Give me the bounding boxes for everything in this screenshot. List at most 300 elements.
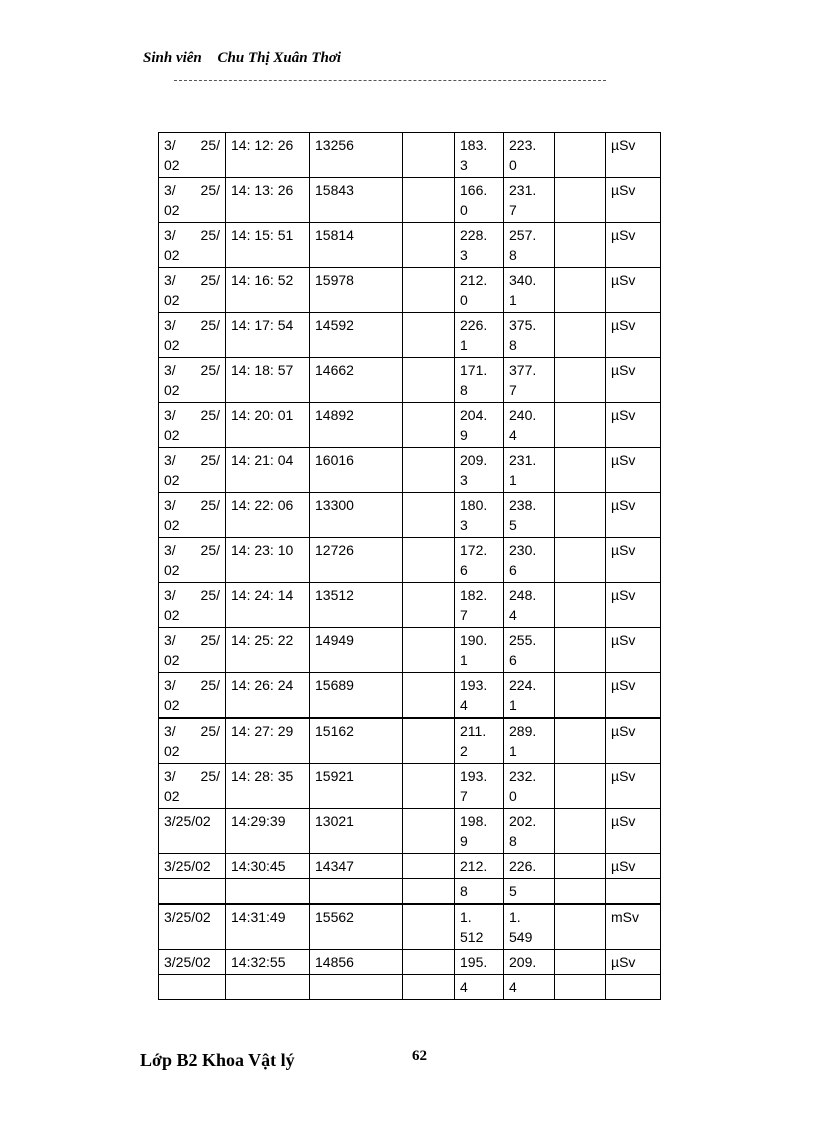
unit-cell: [606, 538, 661, 583]
empty-cell: [403, 950, 455, 975]
count-text: 12726: [315, 542, 354, 558]
dose-b-line2: 0: [509, 157, 517, 173]
unit-text: µSv: [611, 542, 636, 558]
dose-b-cell: [504, 223, 555, 268]
unit-text: µSv: [611, 407, 636, 423]
date-day: 25/: [200, 362, 220, 378]
empty-cell: [555, 133, 606, 178]
time-text: 14: 12: 26: [231, 137, 294, 153]
count-cell: [310, 764, 403, 809]
count-cell: [310, 178, 403, 223]
dose-a-line1: 182.: [460, 587, 488, 603]
count-cell: [310, 673, 403, 719]
empty-cell: [403, 133, 455, 178]
count-text: 14662: [315, 362, 354, 378]
time-cell: [226, 223, 310, 268]
dose-b-line2: 4: [509, 427, 517, 443]
header-divider: [174, 80, 606, 81]
dose-a-line2: 3: [460, 472, 468, 488]
count-text: 14347: [315, 858, 354, 874]
dose-b-line1: 1.: [509, 909, 521, 925]
dose-b-line1: 4: [509, 979, 517, 995]
count-text: 13512: [315, 587, 354, 603]
dose-a-line1: 180.: [460, 497, 488, 513]
empty-cell: [555, 268, 606, 313]
empty-cell: [555, 854, 606, 879]
empty-cell: [555, 764, 606, 809]
page-header: [143, 50, 341, 67]
dose-b-line1: 231.: [509, 182, 537, 198]
date-month: 3/: [164, 632, 176, 648]
dose-a-line1: 183.: [460, 137, 488, 153]
date-cell: [159, 313, 226, 358]
count-cell: [310, 403, 403, 448]
date-day: 25/: [200, 227, 220, 243]
dose-b-line1: 223.: [509, 137, 537, 153]
count-cell: [310, 950, 403, 975]
table-row: [159, 538, 661, 583]
unit-text: µSv: [611, 497, 636, 513]
table-row: [159, 313, 661, 358]
empty-cell: [555, 950, 606, 975]
dose-b-line1: 257.: [509, 227, 537, 243]
time-text: 14: 24: 14: [231, 587, 294, 603]
date-text: 3/25/02: [164, 813, 211, 829]
dose-b-line2: 8: [509, 247, 517, 263]
dose-b-cell: [504, 764, 555, 809]
date-month: 3/: [164, 182, 176, 198]
dose-b-line1: 5: [509, 883, 517, 899]
dose-a-cell: [455, 764, 504, 809]
date-month: 3/: [164, 407, 176, 423]
page-number: 62: [412, 1048, 427, 1064]
dose-a-cell: [455, 133, 504, 178]
empty-cell: [403, 628, 455, 673]
date-day: 25/: [200, 452, 220, 468]
dose-a-cell: [455, 223, 504, 268]
table-row: [159, 448, 661, 493]
dose-a-line1: 4: [460, 979, 468, 995]
count-text: 13300: [315, 497, 354, 513]
unit-cell: [606, 178, 661, 223]
dose-b-cell: [504, 448, 555, 493]
dose-b-cell: [504, 975, 555, 1000]
dose-a-cell: [455, 403, 504, 448]
dose-a-cell: [455, 178, 504, 223]
table-row: [159, 133, 661, 178]
dose-a-cell: [455, 809, 504, 854]
date-text: 3/25/02: [164, 909, 211, 925]
empty-cell: [555, 313, 606, 358]
time-cell: [226, 950, 310, 975]
empty-cell: [555, 178, 606, 223]
date-year: 02: [164, 472, 180, 488]
count-cell: [310, 904, 403, 950]
date-year: 02: [164, 517, 180, 533]
count-text: 14856: [315, 954, 354, 970]
count-text: 15814: [315, 227, 354, 243]
time-text: 14: 22: 06: [231, 497, 294, 513]
header-label: Sinh viên: [143, 50, 202, 66]
time-cell: [226, 854, 310, 879]
count-cell: [310, 358, 403, 403]
dose-b-line2: 6: [509, 562, 517, 578]
date-day: 25/: [200, 272, 220, 288]
dose-b-line1: 240.: [509, 407, 537, 423]
dose-a-line1: 193.: [460, 768, 488, 784]
date-cell: [159, 538, 226, 583]
count-cell: [310, 223, 403, 268]
empty-cell: [403, 718, 455, 764]
date-cell: [159, 448, 226, 493]
empty-cell: [555, 538, 606, 583]
dose-a-cell: [455, 583, 504, 628]
date-cell: [159, 718, 226, 764]
dose-b-line1: 255.: [509, 632, 537, 648]
empty-cell: [403, 223, 455, 268]
count-cell: [310, 538, 403, 583]
count-cell: [310, 268, 403, 313]
date-day: 25/: [200, 632, 220, 648]
dose-b-line1: 289.: [509, 723, 537, 739]
dose-a-line2: 9: [460, 833, 468, 849]
dose-b-line1: 375.: [509, 317, 537, 333]
dose-a-cell: [455, 718, 504, 764]
dose-a-line2: 3: [460, 247, 468, 263]
date-month: 3/: [164, 452, 176, 468]
unit-text: µSv: [611, 858, 636, 874]
date-year: 02: [164, 427, 180, 443]
unit-cell: [606, 718, 661, 764]
dose-a-line1: 166.: [460, 182, 488, 198]
dose-a-line2: 9: [460, 427, 468, 443]
empty-cell: [403, 854, 455, 879]
unit-cell: [606, 313, 661, 358]
dose-a-line2: 1: [460, 652, 468, 668]
dose-b-cell: [504, 950, 555, 975]
date-year: 02: [164, 382, 180, 398]
table-row: [159, 809, 661, 854]
dose-b-line1: 248.: [509, 587, 537, 603]
dose-a-line1: 204.: [460, 407, 488, 423]
time-text: 14: 16: 52: [231, 272, 294, 288]
date-cell: [159, 904, 226, 950]
dose-b-line2: 1: [509, 472, 517, 488]
empty-cell: [555, 223, 606, 268]
dose-a-line2: 7: [460, 607, 468, 623]
dose-b-cell: [504, 583, 555, 628]
dose-b-line2: 8: [509, 833, 517, 849]
unit-cell: [606, 583, 661, 628]
dose-a-line2: 2: [460, 743, 468, 759]
date-cell: [159, 268, 226, 313]
date-year: 02: [164, 247, 180, 263]
unit-text: µSv: [611, 768, 636, 784]
date-cell: [159, 673, 226, 719]
dose-a-line1: 172.: [460, 542, 488, 558]
date-cell: [159, 178, 226, 223]
dose-b-cell: [504, 538, 555, 583]
date-year: 02: [164, 788, 180, 804]
date-month: 3/: [164, 362, 176, 378]
dose-a-cell: [455, 950, 504, 975]
table-row: [159, 764, 661, 809]
count-cell: [310, 313, 403, 358]
dose-b-line1: 340.: [509, 272, 537, 288]
dose-a-line1: 228.: [460, 227, 488, 243]
time-cell: [226, 879, 310, 905]
unit-cell: [606, 950, 661, 975]
unit-cell: [606, 628, 661, 673]
date-cell: [159, 628, 226, 673]
count-text: 15562: [315, 909, 354, 925]
date-month: 3/: [164, 317, 176, 333]
empty-cell: [403, 358, 455, 403]
time-cell: [226, 628, 310, 673]
date-cell: [159, 975, 226, 1000]
date-month: 3/: [164, 542, 176, 558]
count-cell: [310, 718, 403, 764]
dose-a-cell: [455, 904, 504, 950]
dose-b-line2: 549: [509, 929, 533, 945]
empty-cell: [403, 403, 455, 448]
empty-cell: [403, 493, 455, 538]
time-text: 14: 17: 54: [231, 317, 294, 333]
empty-cell: [403, 904, 455, 950]
unit-cell: [606, 403, 661, 448]
time-cell: [226, 268, 310, 313]
empty-cell: [555, 718, 606, 764]
dose-a-cell: [455, 358, 504, 403]
unit-text: µSv: [611, 677, 636, 693]
dose-b-cell: [504, 403, 555, 448]
date-month: 3/: [164, 227, 176, 243]
time-cell: [226, 583, 310, 628]
dose-a-cell: [455, 879, 504, 905]
time-text: 14:29:39: [231, 813, 286, 829]
dose-a-line1: 171.: [460, 362, 488, 378]
time-text: 14: 20: 01: [231, 407, 294, 423]
dose-a-line1: 209.: [460, 452, 488, 468]
dose-b-line1: 226.: [509, 858, 537, 874]
time-text: 14: 21: 04: [231, 452, 294, 468]
dose-b-line2: 5: [509, 517, 517, 533]
unit-text: µSv: [611, 452, 636, 468]
date-year: 02: [164, 292, 180, 308]
dose-b-line2: 1: [509, 743, 517, 759]
dose-a-line1: 212.: [460, 858, 488, 874]
dose-b-line2: 4: [509, 607, 517, 623]
dose-b-cell: [504, 718, 555, 764]
empty-cell: [403, 764, 455, 809]
time-cell: [226, 809, 310, 854]
dose-b-cell: [504, 628, 555, 673]
time-cell: [226, 448, 310, 493]
unit-text: µSv: [611, 272, 636, 288]
time-text: 14: 23: 10: [231, 542, 294, 558]
empty-cell: [555, 904, 606, 950]
time-text: 14: 25: 22: [231, 632, 294, 648]
count-text: 13021: [315, 813, 354, 829]
date-cell: [159, 854, 226, 879]
date-cell: [159, 493, 226, 538]
date-month: 3/: [164, 677, 176, 693]
count-text: 14892: [315, 407, 354, 423]
count-cell: [310, 628, 403, 673]
time-cell: [226, 673, 310, 719]
table-row: [159, 403, 661, 448]
dose-a-line1: 226.: [460, 317, 488, 333]
count-cell: [310, 809, 403, 854]
unit-cell: [606, 358, 661, 403]
date-year: 02: [164, 697, 180, 713]
dose-b-cell: [504, 133, 555, 178]
dose-a-line2: 4: [460, 697, 468, 713]
empty-cell: [403, 673, 455, 719]
dose-a-line2: 512: [460, 929, 484, 945]
table-row: [159, 673, 661, 719]
unit-cell: [606, 975, 661, 1000]
unit-text: µSv: [611, 137, 636, 153]
time-cell: [226, 358, 310, 403]
empty-cell: [403, 178, 455, 223]
unit-text: µSv: [611, 632, 636, 648]
empty-cell: [403, 313, 455, 358]
dose-a-line2: 1: [460, 337, 468, 353]
empty-cell: [403, 975, 455, 1000]
dose-a-cell: [455, 493, 504, 538]
date-month: 3/: [164, 272, 176, 288]
empty-cell: [403, 583, 455, 628]
dose-a-line2: 3: [460, 517, 468, 533]
date-month: 3/: [164, 768, 176, 784]
dose-b-cell: [504, 879, 555, 905]
table-row: [159, 950, 661, 975]
dose-b-cell: [504, 854, 555, 879]
dose-b-line1: 209.: [509, 954, 537, 970]
time-cell: [226, 718, 310, 764]
date-cell: [159, 223, 226, 268]
empty-cell: [555, 975, 606, 1000]
date-day: 25/: [200, 768, 220, 784]
time-text: 14: 28: 35: [231, 768, 294, 784]
count-text: 13256: [315, 137, 354, 153]
time-text: 14: 18: 57: [231, 362, 294, 378]
count-text: 16016: [315, 452, 354, 468]
count-cell: [310, 854, 403, 879]
time-text: 14:32:55: [231, 954, 286, 970]
dose-a-line1: 190.: [460, 632, 488, 648]
date-month: 3/: [164, 137, 176, 153]
date-month: 3/: [164, 587, 176, 603]
count-text: 15921: [315, 768, 354, 784]
dose-b-cell: [504, 358, 555, 403]
time-cell: [226, 538, 310, 583]
unit-text: µSv: [611, 227, 636, 243]
unit-text: µSv: [611, 813, 636, 829]
empty-cell: [555, 493, 606, 538]
unit-text: µSv: [611, 723, 636, 739]
unit-cell: [606, 493, 661, 538]
table-row: [159, 975, 661, 1000]
empty-cell: [555, 809, 606, 854]
unit-text: µSv: [611, 362, 636, 378]
dose-a-line1: 1.: [460, 909, 472, 925]
unit-cell: [606, 268, 661, 313]
empty-cell: [403, 879, 455, 905]
dose-a-line1: 198.: [460, 813, 488, 829]
dose-b-line1: 232.: [509, 768, 537, 784]
date-year: 02: [164, 337, 180, 353]
table-row: [159, 583, 661, 628]
time-cell: [226, 493, 310, 538]
dose-b-line1: 224.: [509, 677, 537, 693]
date-day: 25/: [200, 542, 220, 558]
date-cell: [159, 403, 226, 448]
dose-b-line1: 231.: [509, 452, 537, 468]
date-month: 3/: [164, 723, 176, 739]
time-cell: [226, 178, 310, 223]
empty-cell: [555, 358, 606, 403]
date-year: 02: [164, 743, 180, 759]
time-text: 14: 15: 51: [231, 227, 294, 243]
count-cell: [310, 448, 403, 493]
date-day: 25/: [200, 723, 220, 739]
empty-cell: [555, 628, 606, 673]
dose-a-line1: 8: [460, 883, 468, 899]
date-month: 3/: [164, 497, 176, 513]
empty-cell: [555, 403, 606, 448]
table-row: [159, 718, 661, 764]
unit-text: mSv: [611, 909, 639, 925]
count-text: 15689: [315, 677, 354, 693]
dose-a-cell: [455, 448, 504, 493]
date-year: 02: [164, 157, 180, 173]
dose-a-line1: 211.: [460, 723, 487, 739]
unit-cell: [606, 854, 661, 879]
dose-a-line1: 193.: [460, 677, 488, 693]
dose-b-line2: 0: [509, 788, 517, 804]
unit-text: µSv: [611, 182, 636, 198]
date-day: 25/: [200, 407, 220, 423]
empty-cell: [555, 448, 606, 493]
date-cell: [159, 764, 226, 809]
time-cell: [226, 133, 310, 178]
dose-a-cell: [455, 628, 504, 673]
date-day: 25/: [200, 182, 220, 198]
unit-text: µSv: [611, 954, 636, 970]
dose-a-cell: [455, 538, 504, 583]
date-day: 25/: [200, 677, 220, 693]
dose-a-cell: [455, 854, 504, 879]
table-row: [159, 358, 661, 403]
dose-b-cell: [504, 493, 555, 538]
dose-b-line1: 377.: [509, 362, 537, 378]
dose-b-cell: [504, 809, 555, 854]
empty-cell: [555, 879, 606, 905]
time-text: 14:31:49: [231, 909, 286, 925]
date-text: 3/25/02: [164, 954, 211, 970]
date-cell: [159, 950, 226, 975]
empty-cell: [555, 583, 606, 628]
dose-b-line2: 6: [509, 652, 517, 668]
measurement-table: [158, 132, 661, 1000]
time-text: 14:30:45: [231, 858, 286, 874]
empty-cell: [403, 809, 455, 854]
dose-a-line2: 7: [460, 788, 468, 804]
unit-cell: [606, 764, 661, 809]
time-text: 14: 13: 26: [231, 182, 294, 198]
